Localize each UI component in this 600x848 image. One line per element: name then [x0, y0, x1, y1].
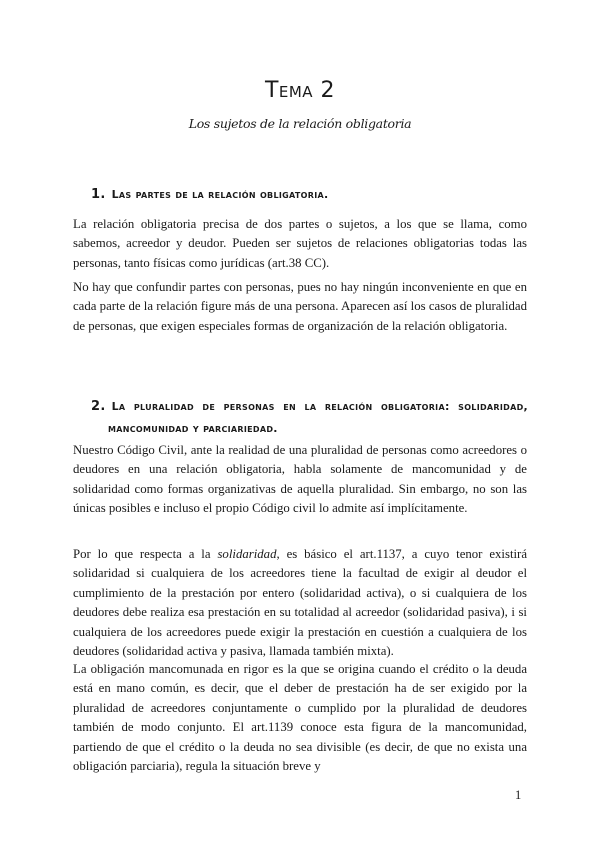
section-2-heading-line-1-text: La pluralidad de personas en la relación obligatoria: solidaridad,: [111, 400, 528, 413]
section-2-heading-line-2: mancomunidad y parciariedad.: [108, 422, 278, 435]
page-number: 1: [515, 788, 522, 802]
section-1-number: 1.: [91, 187, 106, 202]
section-2-paragraph-2-after: , es básico el art.1137, a cuyo tenor existirá solidaridad si cualquiera de los acreedores tiene la facultad de exigir al deudor el cumplimiento de la prestación por entero (solidaridad activa), o si cualquiera de los deudores debe realiza esa prestación en su totalidad al acreedor (solidaridad pasiva), i si cualquiera de los acreedores puede exigir la prestación en cuestión a cualquiera de los deudores (solidaridad activa y pasiva, llamada también mixta).: [73, 547, 528, 659]
document-title: Tema 2: [264, 78, 336, 103]
section-1-paragraph-2: No hay que confundir partes con personas, pues no hay ningún inconveniente en que en cada parte de la relación figure más de una persona. Aparecen así los casos de pluralidad de personas, que exigen especiales formas de organización de la relación obligatoria.: [73, 280, 527, 333]
section-2-heading-line-1: [91, 396, 528, 418]
section-1-paragraph-1: La relación obligatoria precisa de dos partes o sujetos, a los que se llama, como sabemos, acreedor y deudor. Pueden ser sujetos de relaciones obligatorias todas las personas, tanto físicas como jurídicas (art.38 CC).: [73, 217, 527, 270]
section-2-paragraph-2-before: Por lo que respecta a la: [73, 547, 218, 561]
section-1-heading: [91, 187, 528, 202]
section-2-number: 2.: [91, 399, 106, 414]
section-1-heading-text: Las partes de la relación obligatoria.: [111, 188, 329, 201]
section-2-heading: [91, 396, 528, 440]
section-2-paragraph-3: La obligación mancomunada en rigor es la que se origina cuando el crédito o la deuda está en mano común, es decir, que el deber de prestación ha de ser exigido por la pluralidad de acreedores conjuntamente o cumplido por la pluralidad de deudores también de modo conjunto. El art.1139 conoce esta figura de la mancomunidad, partiendo de que el crédito o la deuda no sea divisible (es decir, de que no exista una obligación parciaria), regula la situación breve y: [73, 662, 527, 774]
section-2-paragraph-2: [73, 545, 527, 661]
document-subtitle: Los sujetos de la relación obligatoria: [188, 116, 412, 131]
solidaridad-emphasis: solidaridad: [217, 547, 277, 561]
section-2-paragraph-1: Nuestro Código Civil, ante la realidad de una pluralidad de personas como acreedores o deudores en una relación obligatoria, habla solamente de mancomunidad y de solidaridad como formas organizativas de aquella pluralidad. Sin embargo, no son las únicas posibles e incluso el propio Código civil lo admite así implícitamente.: [73, 443, 527, 516]
